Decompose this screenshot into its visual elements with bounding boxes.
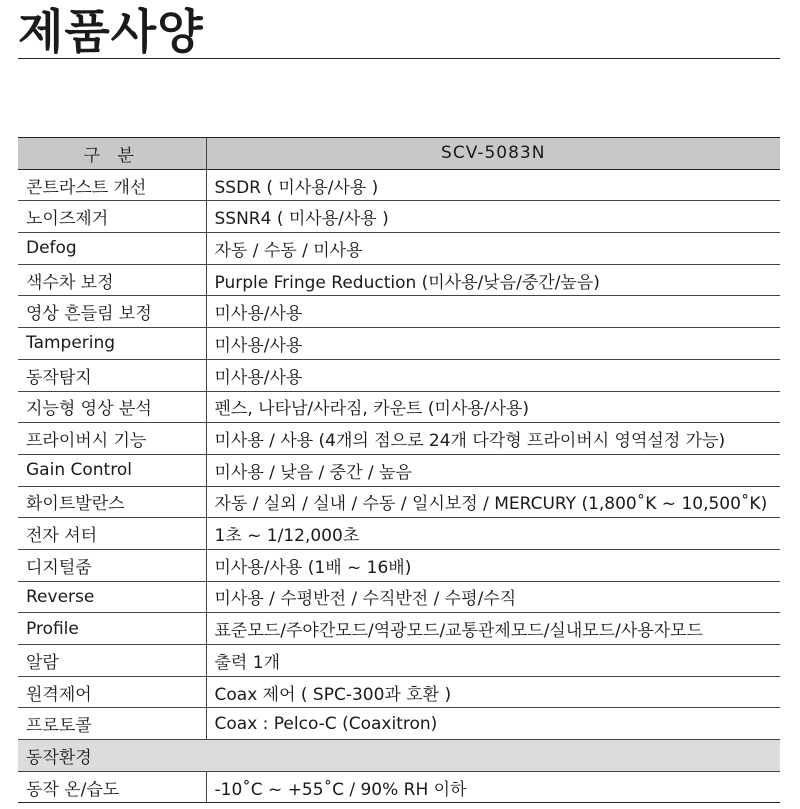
row-value: 1초 ~ 1/12,000초	[206, 518, 780, 550]
row-label: 프라이버시 기능	[18, 423, 206, 455]
spec-table	[18, 137, 780, 803]
row-value: Coax : Pelco-C (Coaxitron)	[206, 708, 780, 740]
row-label: 동작 온/습도	[18, 771, 206, 803]
table-row	[18, 233, 780, 265]
table-row	[18, 549, 780, 581]
table-row	[18, 296, 780, 328]
row-value: 미사용/사용 (1배 ~ 16배)	[206, 549, 780, 581]
row-label: Defog	[18, 233, 206, 265]
row-label: 화이트발란스	[18, 486, 206, 518]
row-value: SSNR4 ( 미사용/사용 )	[206, 201, 780, 233]
title-divider	[18, 58, 780, 59]
table-header-row	[18, 138, 780, 170]
table-row	[18, 581, 780, 613]
row-label: 노이즈제거	[18, 201, 206, 233]
row-value: 미사용 / 낮음 / 중간 / 높음	[206, 454, 780, 486]
row-label: Tampering	[18, 328, 206, 360]
row-label: 디지털줌	[18, 549, 206, 581]
table-row	[18, 391, 780, 423]
row-label: 색수차 보정	[18, 264, 206, 296]
table-row	[18, 169, 780, 201]
table-row	[18, 264, 780, 296]
table-row	[18, 708, 780, 740]
row-label: 전자 셔터	[18, 518, 206, 550]
row-value: 미사용/사용	[206, 359, 780, 391]
table-row	[18, 613, 780, 645]
row-value: SSDR ( 미사용/사용 )	[206, 169, 780, 201]
row-value: 미사용/사용	[206, 328, 780, 360]
row-value: 미사용 / 수평반전 / 수직반전 / 수평/수직	[206, 581, 780, 613]
page-title: 제품사양	[18, 5, 204, 60]
row-label: Profile	[18, 613, 206, 645]
section-row	[18, 740, 780, 772]
table-row	[18, 359, 780, 391]
table-row	[18, 201, 780, 233]
table-row	[18, 676, 780, 708]
row-value: 펜스, 나타남/사라짐, 카운트 (미사용/사용)	[206, 391, 780, 423]
header-model: SCV-5083N	[206, 138, 780, 170]
row-value: Coax 제어 ( SPC-300과 호환 )	[206, 676, 780, 708]
row-label: 알람	[18, 645, 206, 677]
row-value: 출력 1개	[206, 645, 780, 677]
row-label: Reverse	[18, 581, 206, 613]
table-row	[18, 328, 780, 360]
table-row	[18, 645, 780, 677]
row-label: 프로토콜	[18, 708, 206, 740]
row-value: -10˚C ~ +55˚C / 90% RH 이하	[206, 771, 780, 803]
row-label: 원격제어	[18, 676, 206, 708]
table-row	[18, 454, 780, 486]
row-value: 미사용/사용	[206, 296, 780, 328]
row-value: 자동 / 실외 / 실내 / 수동 / 일시보정 / MERCURY (1,800˚K ~ 10,500˚K)	[206, 486, 780, 518]
table-row	[18, 423, 780, 455]
row-value: 표준모드/주야간모드/역광모드/교통관제모드/실내모드/사용자모드	[206, 613, 780, 645]
row-value: 자동 / 수동 / 미사용	[206, 233, 780, 265]
row-value: Purple Fringe Reduction (미사용/낮음/중간/높음)	[206, 264, 780, 296]
section-label: 동작환경	[18, 740, 780, 772]
table-row	[18, 518, 780, 550]
row-label: 영상 흔들림 보정	[18, 296, 206, 328]
row-value: 미사용 / 사용 (4개의 점으로 24개 다각형 프라이버시 영역설정 가능)	[206, 423, 780, 455]
header-category: 구 분	[18, 138, 206, 170]
row-label: 지능형 영상 분석	[18, 391, 206, 423]
row-label: 콘트라스트 개선	[18, 169, 206, 201]
table-row	[18, 771, 780, 803]
row-label: Gain Control	[18, 454, 206, 486]
row-label: 동작탐지	[18, 359, 206, 391]
table-row	[18, 486, 780, 518]
